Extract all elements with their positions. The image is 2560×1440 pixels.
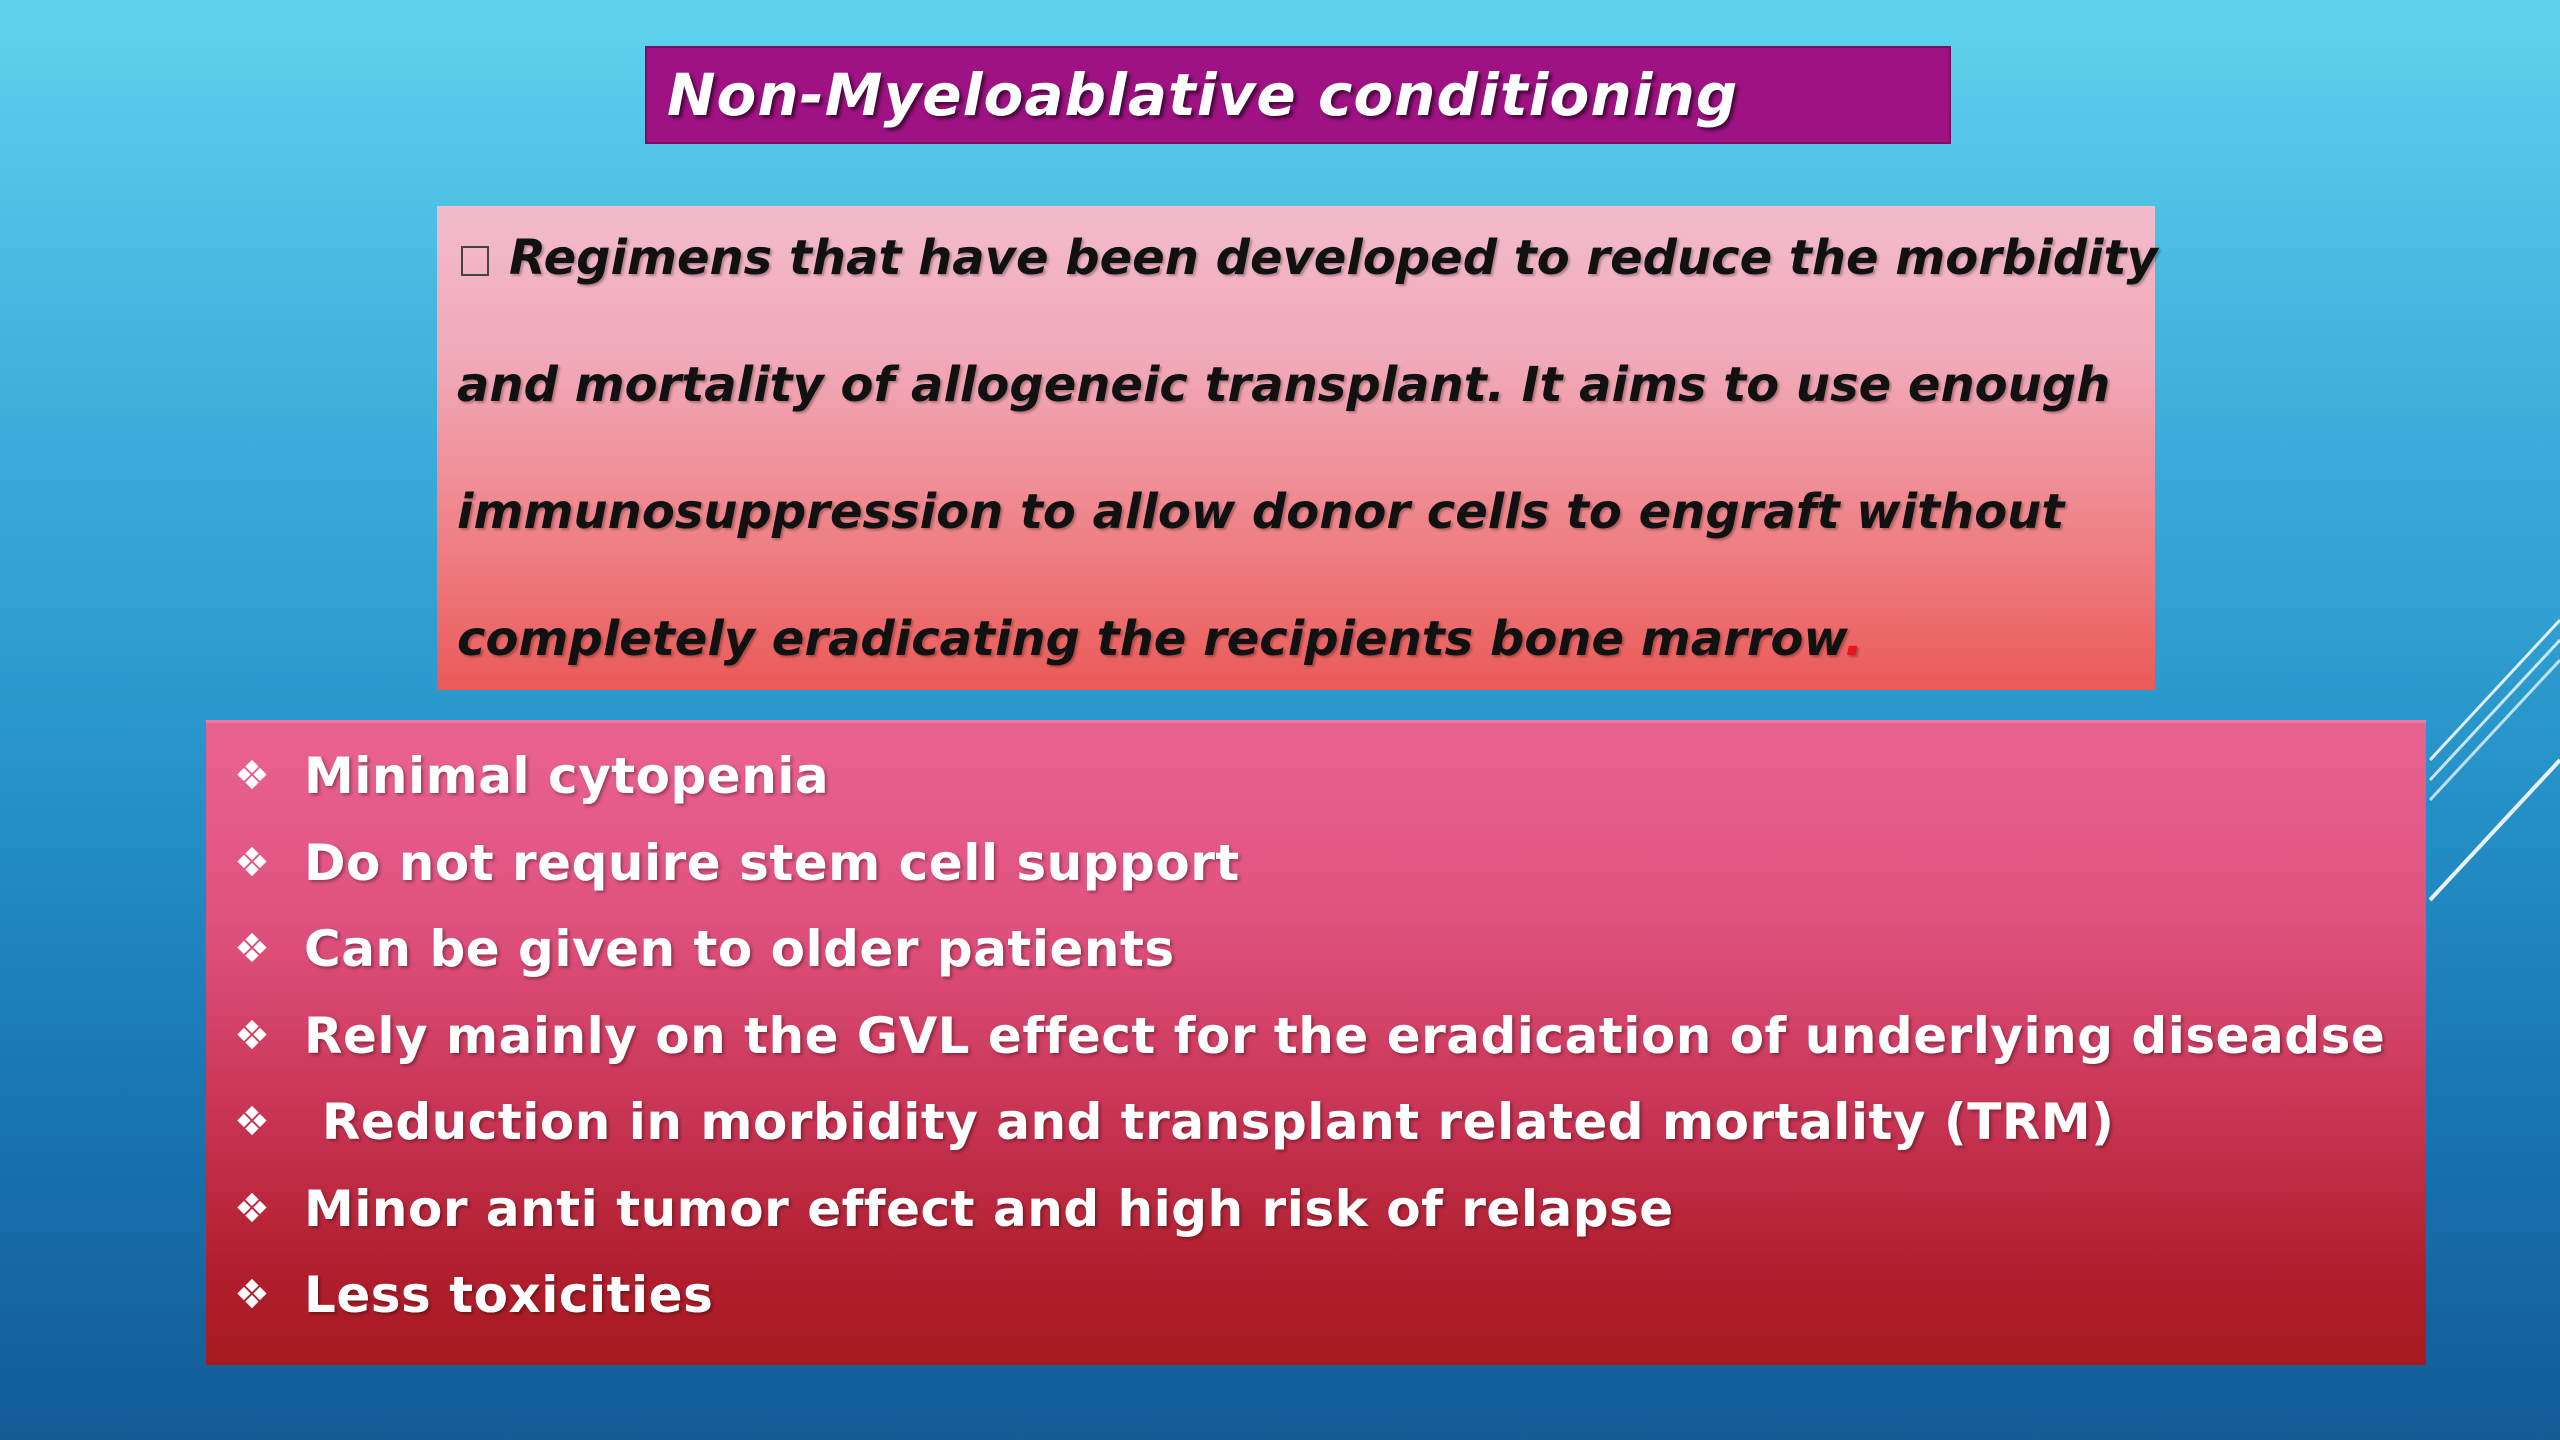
definition-text-2: and mortality of allogeneic transplant. It aims to use enough [457,357,2111,413]
list-item [226,1166,2426,1253]
checkbox-icon [461,246,489,276]
slide-title: Non-Myeloablative conditioning [667,61,1739,129]
list-item-text: Less toxicities [304,1266,714,1325]
list-item-text: Minimal cytopenia [304,747,830,806]
definition-line-2 [457,347,2135,474]
four-diamond-bullet-icon: ❖ [234,1012,270,1059]
list-item-text: Do not require stem cell support [304,833,1240,892]
list-item-text: Can be given to older patients [304,920,1175,979]
four-diamond-bullet-icon: ❖ [234,1185,270,1232]
definition-text-3: immunosuppression to allow donor cells to engraft without [457,484,2065,540]
definition-line-1 [457,220,2158,347]
list-item-text: Minor anti tumor effect and high risk of relapse [304,1179,1674,1238]
list-item [226,1079,2426,1166]
list-item [226,1252,2426,1339]
four-diamond-bullet-icon: ❖ [234,1099,270,1146]
list-item [226,733,2426,820]
list-item-text: Rely mainly on the GVL effect for the eradication of underlying diseadse [304,1006,2386,1065]
definition-text-4: completely eradicating the recipients bone marrow [457,611,1845,667]
list-item-text: Reduction in morbidity and transplant related mortality (TRM) [304,1093,2115,1152]
list-item [226,820,2426,907]
definition-period: . [1844,611,1863,667]
four-diamond-bullet-icon: ❖ [234,926,270,973]
title-banner [645,46,1951,144]
features-list [206,720,2426,1365]
list-item [226,906,2426,993]
definition-line-4 [457,601,2135,691]
four-diamond-bullet-icon: ❖ [234,839,270,886]
definition-box [437,206,2158,690]
definition-text-1: Regimens that have been developed to reduce the morbidity [509,230,2158,286]
definition-line-3 [457,474,2135,601]
four-diamond-bullet-icon: ❖ [234,753,270,800]
four-diamond-bullet-icon: ❖ [234,1272,270,1319]
list-item [226,993,2426,1080]
